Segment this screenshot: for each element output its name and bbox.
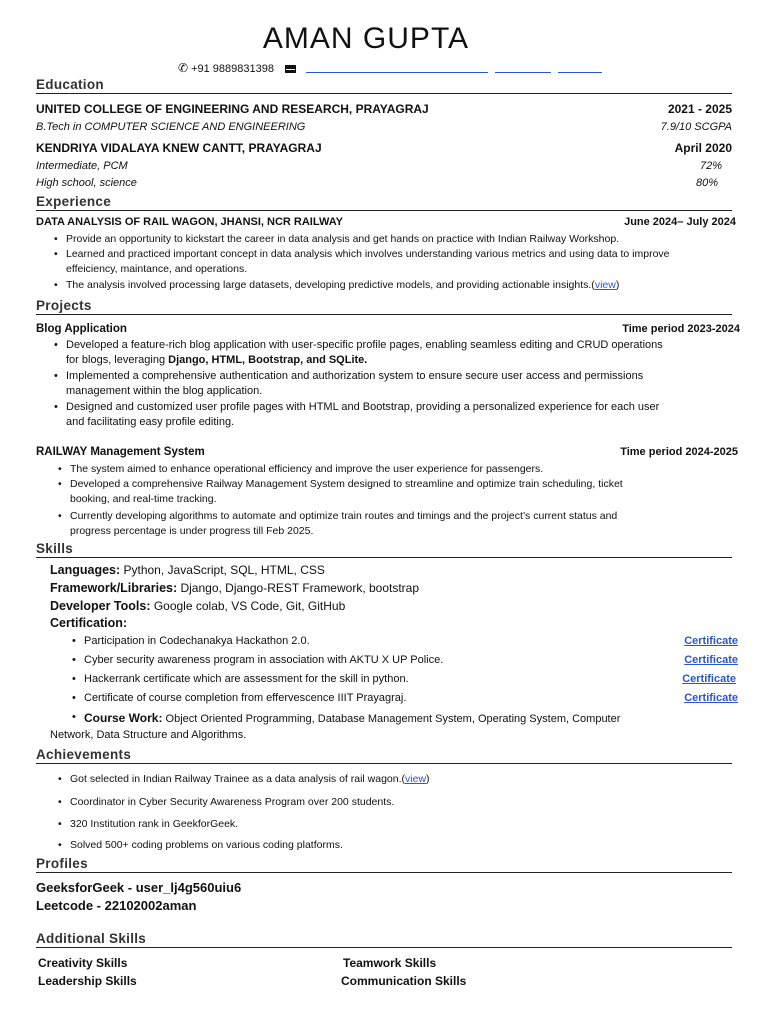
blog-bullet-1: • Developed a feature-rich blog application with user-specific profile pages, enabling seamless editing and CRUD operations bbox=[54, 339, 663, 351]
additional-leadership: Leadership Skills bbox=[38, 974, 137, 988]
project-blog-row bbox=[36, 323, 740, 335]
exp-dates: June 2024– July 2024 bbox=[624, 216, 736, 228]
skills-languages: Languages: Python, JavaScript, SQL, HTML, CSS bbox=[50, 563, 325, 577]
exp-view-link[interactable]: view bbox=[594, 279, 616, 291]
achievement-1: • Got selected in Indian Railway Trainee as a data analysis of rail wagon.(view) bbox=[58, 773, 430, 785]
cert-item-4: • Certificate of course completion from effervescence IIIT Prayagraj. Certificate bbox=[72, 692, 738, 704]
edu-cgpa: 7.9/10 SCGPA bbox=[660, 121, 732, 133]
edu-intermediate: Intermediate, PCM bbox=[36, 160, 128, 172]
edu-college-row bbox=[36, 102, 732, 116]
achievement-view-link[interactable]: view bbox=[405, 773, 427, 785]
railway-bullet-1: • The system aimed to enhance operational efficiency and improve the user experience for passengers. bbox=[58, 463, 544, 475]
edu-school-row bbox=[36, 141, 732, 155]
skills-certification-label: Certification: bbox=[50, 616, 128, 630]
exp-bullet-1: • Provide an opportunity to kickstart the career in data analysis and get hands on practice with Indian Railway Workshop. bbox=[54, 233, 620, 245]
achievement-3: • 320 Institution rank in GeekforGeek. bbox=[58, 818, 239, 830]
section-profiles: Profiles bbox=[36, 856, 732, 873]
section-additional-skills: Additional Skills bbox=[36, 931, 732, 948]
exp-bullet-2: • Learned and practiced important concept in data analysis which involves understanding various metrics and using data to improve bbox=[54, 248, 670, 260]
additional-creativity: Creativity Skills bbox=[38, 956, 128, 970]
blog-bullet-3: • Designed and customized user profile pages with HTML and Bootstrap, providing a personalized experience for each user bbox=[54, 401, 660, 413]
cert-item-2: • Cyber security awareness program in association with AKTU X UP Police. Certificate bbox=[72, 654, 738, 666]
section-education: Education bbox=[36, 77, 732, 94]
exp-role-row bbox=[36, 216, 736, 228]
additional-communication: Communication Skills bbox=[341, 974, 467, 988]
edu-degree: B.Tech in COMPUTER SCIENCE AND ENGINEERING bbox=[36, 121, 306, 133]
phone-icon: ✆ bbox=[178, 61, 189, 75]
exp-role: DATA ANALYSIS OF RAIL WAGON, JHANSI, NCR RAILWAY bbox=[36, 216, 344, 228]
additional-teamwork: Teamwork Skills bbox=[343, 956, 437, 970]
edu-degree-row bbox=[36, 121, 732, 133]
railway-bullet-3: • Currently developing algorithms to automate and optimize train routes and timings and the project’s current status and bbox=[58, 510, 618, 522]
cert-link-1[interactable]: Certificate bbox=[684, 635, 738, 647]
candidate-name: AMAN GUPTA bbox=[262, 22, 470, 55]
github-link[interactable] bbox=[558, 62, 602, 73]
cert-link-4[interactable]: Certificate bbox=[684, 692, 738, 704]
skills-frameworks: Framework/Libraries: Django, Django-REST Framework, bootstrap bbox=[50, 581, 420, 595]
edu-college-name: UNITED COLLEGE OF ENGINEERING AND RESEARCH, PRAYAGRAJ bbox=[36, 102, 429, 116]
project-railway-row bbox=[36, 446, 738, 458]
coursework-line-cont: Network, Data Structure and Algorithms. bbox=[50, 729, 247, 741]
achievement-4: • Solved 500+ coding problems on various coding platforms. bbox=[58, 839, 343, 851]
project-railway-name: RAILWAY Management System bbox=[36, 446, 205, 458]
contact-line bbox=[178, 61, 602, 75]
achievement-2: • Coordinator in Cyber Security Awareness Program over 200 students. bbox=[58, 796, 395, 808]
railway-bullet-2: • Developed a comprehensive Railway Management System designed to streamline and optimize train scheduling, ticket bbox=[58, 478, 623, 490]
profile-geeksforgeeks: GeeksforGeek - user_lj4g560uiu6 bbox=[36, 880, 242, 895]
phone-number: +91 9889831398 bbox=[191, 63, 274, 75]
cert-link-2[interactable]: Certificate bbox=[684, 654, 738, 666]
cert-item-3: • Hackerrank certificate which are assessment for the skill in python. Certificate bbox=[72, 673, 736, 685]
section-experience: Experience bbox=[36, 194, 732, 211]
section-achievements: Achievements bbox=[36, 747, 732, 764]
coursework-line: • Course Work: Object Oriented Programming, Database Management System, Operating System, Computer bbox=[72, 711, 621, 725]
email-link[interactable] bbox=[306, 62, 488, 73]
blog-bullet-2: • Implemented a comprehensive authentication and authorization system to ensure secure user access and permissions bbox=[54, 370, 644, 382]
edu-highschool-row bbox=[36, 177, 718, 189]
skills-tools: Developer Tools: Google colab, VS Code, Git, GitHub bbox=[50, 599, 346, 613]
edu-school-name: KENDRIYA VIDALAYA KNEW CANTT, PRAYAGRAJ bbox=[36, 141, 322, 155]
email-icon bbox=[285, 65, 296, 73]
blog-bullet-3-cont: and facilitating easy profile editing. bbox=[66, 416, 235, 428]
project-blog-name: Blog Application bbox=[36, 323, 127, 335]
edu-intermediate-row bbox=[36, 160, 722, 172]
edu-intermediate-score: 72% bbox=[699, 160, 722, 172]
edu-highschool: High school, science bbox=[36, 177, 137, 189]
edu-highschool-score: 80% bbox=[695, 177, 718, 189]
edu-college-dates: 2021 - 2025 bbox=[667, 102, 732, 116]
exp-bullet-3: • The analysis involved processing large datasets, developing predictive models, and providing actionable insights.(view) bbox=[54, 279, 620, 291]
project-blog-period: Time period 2023-2024 bbox=[622, 323, 740, 335]
edu-school-dates: April 2020 bbox=[674, 141, 732, 155]
section-projects: Projects bbox=[36, 298, 732, 315]
linkedin-link[interactable] bbox=[495, 62, 551, 73]
blog-bullet-1-cont: for blogs, leveraging Django, HTML, Bootstrap, and SQLite. bbox=[66, 354, 368, 366]
cert-link-3[interactable]: Certificate bbox=[682, 673, 736, 685]
project-railway-period: Time period 2024-2025 bbox=[620, 446, 738, 458]
cert-item-1: • Participation in Codechanakya Hackathon 2.0. Certificate bbox=[72, 635, 738, 647]
exp-bullet-2-cont: effeiciency, maintance, and operations. bbox=[66, 263, 248, 275]
railway-bullet-3-cont: progress percentage is under progress till Feb 2025. bbox=[70, 525, 314, 537]
section-skills: Skills bbox=[36, 541, 732, 558]
railway-bullet-2-cont: booking, and real-time tracking. bbox=[70, 493, 217, 505]
blog-bullet-2-cont: management within the blog application. bbox=[66, 385, 263, 397]
profile-leetcode: Leetcode - 22102002aman bbox=[36, 898, 197, 913]
